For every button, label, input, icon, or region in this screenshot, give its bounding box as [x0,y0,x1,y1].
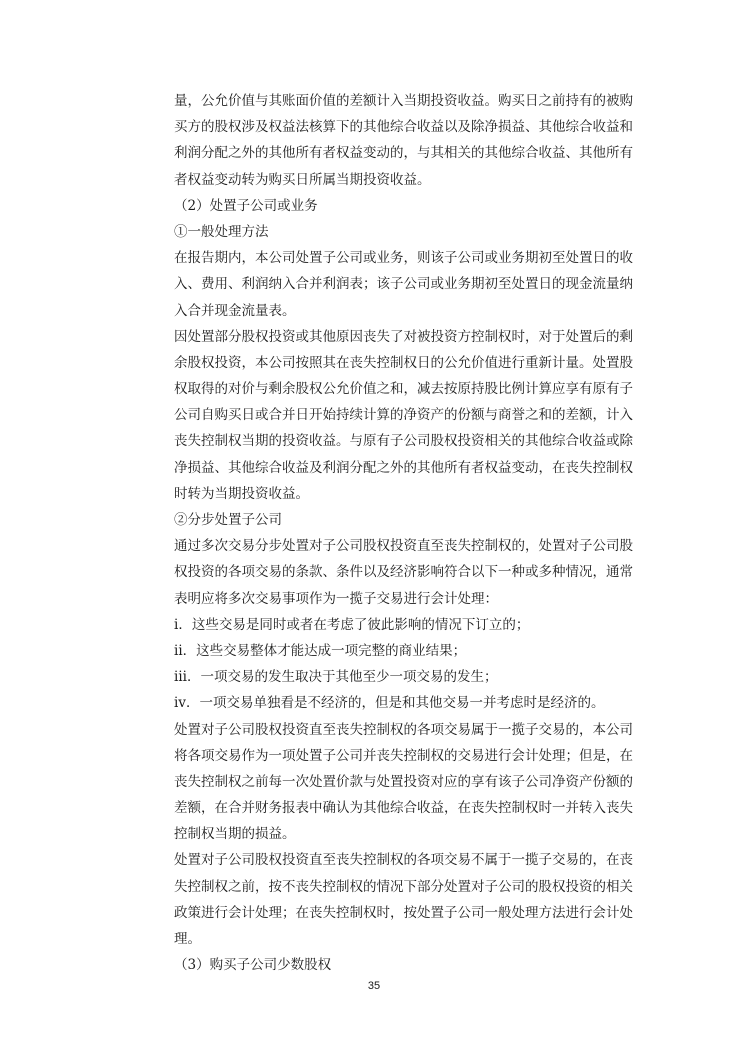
paragraph-line: 时转为当期投资收益。 [174,485,309,502]
paragraph-line: 买方的股权涉及权益法核算下的其他综合收益以及除净损益、其他综合收益和 [174,119,633,136]
paragraph-line: 权投资的各项交易的条款、条件以及经济影响符合以下一种或多种情况，通常 [174,564,633,581]
paragraph-line: 失控制权之前，按不丧失控制权的情况下部分处置对子公司的股权投资的相关 [174,878,633,895]
paragraph-line: 在报告期内，本公司处置子公司或业务，则该子公司或业务期初至处置日的收 [174,250,633,267]
section-heading: ①一般处理方法 [174,223,269,240]
paragraph-line: 公司自购买日或合并日开始持续计算的净资产的份额与商誉之和的差额，计入 [174,407,633,424]
paragraph-line: 余股权投资，本公司按照其在丧失控制权日的公允价值进行重新计量。处置股 [174,354,633,371]
paragraph-line: 入合并现金流量表。 [174,302,296,319]
body-text [174,88,633,978]
paragraph-line: 量，公允价值与其账面价值的差额计入当期投资收益。购买日之前持有的被购 [174,93,633,109]
paragraph-line: 利润分配之外的其他所有者权益变动的，与其相关的其他综合收益、其他所有 [174,145,633,162]
paragraph-line: 入、费用、利润纳入合并利润表；该子公司或业务期初至处置日的现金流量纳 [174,276,633,293]
paragraph-line: 理。 [174,931,201,947]
paragraph-line: 差额，在合并财务报表中确认为其他综合收益，在丧失控制权时一并转入丧失 [174,800,633,817]
list-item: ⅳ．一项交易单独看是不经济的，但是和其他交易一并考虑时是经济的。 [174,695,605,712]
paragraph-line: 净损益、其他综合收益及利润分配之外的其他所有者权益变动，在丧失控制权 [174,459,633,476]
paragraph-line: 表明应将多次交易事项作为一揽子交易进行会计处理： [174,590,498,607]
list-item: ⅱ．这些交易整体才能达成一项完整的商业结果； [174,642,467,659]
paragraph-line: 处置对子公司股权投资直至丧失控制权的各项交易属于一揽子交易的，本公司 [174,721,633,738]
paragraph-line: 政策进行会计处理；在丧失控制权时，按处置子公司一般处理方法进行会计处 [174,904,633,921]
section-heading: （2）处置子公司或业务 [174,197,318,214]
section-heading: ②分步处置子公司 [174,512,282,528]
paragraph-line: 通过多次交易分步处置对子公司股权投资直至丧失控制权的，处置对子公司股 [174,538,633,555]
paragraph-line: 处置对子公司股权投资直至丧失控制权的各项交易不属于一揽子交易的，在丧 [174,852,633,869]
paragraph-line: 者权益变动转为购买日所属当期投资收益。 [174,171,431,188]
paragraph-line: 控制权当期的损益。 [174,826,296,843]
page-number: 35 [367,980,381,992]
paragraph-line: 将各项交易作为一项处置子公司并丧失控制权的交易进行会计处理；但是，在 [174,747,633,764]
section-heading: （3）购买子公司少数股权 [174,957,332,974]
paragraph-line: 丧失控制权之前每一次处置价款与处置投资对应的享有该子公司净资产份额的 [174,773,633,790]
list-item: ⅰ．这些交易是同时或者在考虑了彼此影响的情况下订立的； [174,616,530,633]
paragraph-line: 丧失控制权当期的投资收益。与原有子公司股权投资相关的其他综合收益或除 [174,433,633,450]
paragraph-line: 因处置部分股权投资或其他原因丧失了对被投资方控制权时，对于处置后的剩 [174,328,633,345]
list-item: ⅲ．一项交易的发生取决于其他至少一项交易的发生； [174,669,498,686]
paragraph-line: 权取得的对价与剩余股权公允价值之和，减去按原持股比例计算应享有原有子 [174,381,633,398]
